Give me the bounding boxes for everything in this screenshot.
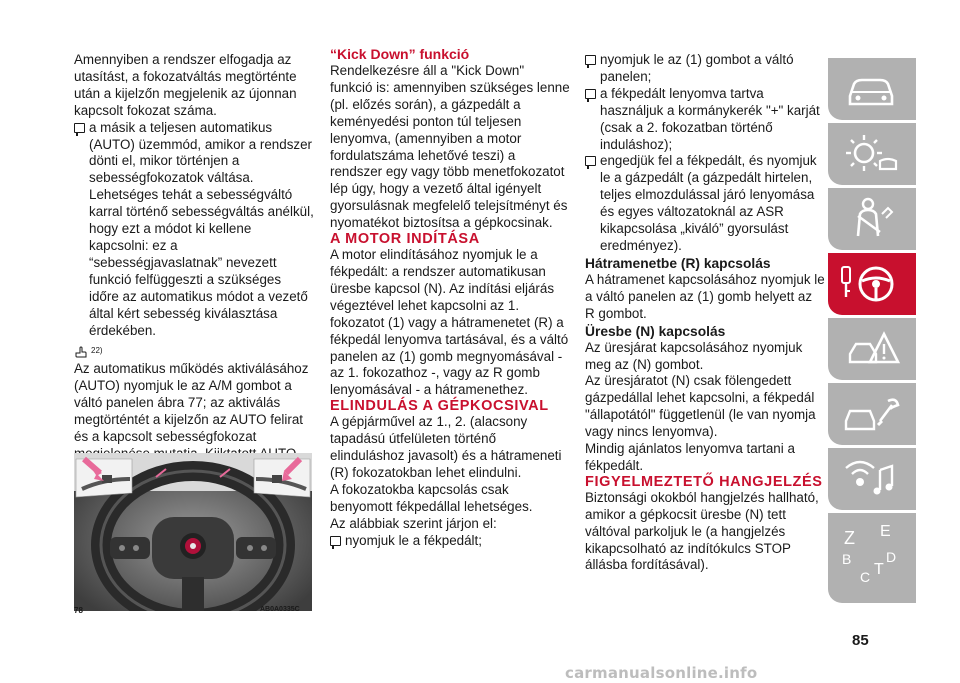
media-signal-icon bbox=[840, 456, 902, 502]
index-letter: B bbox=[842, 551, 852, 567]
list-item bbox=[330, 533, 570, 550]
section-heading-motor-inditasa: A MOTOR INDÍTÁSA bbox=[330, 231, 480, 248]
tab-safety[interactable] bbox=[828, 188, 916, 250]
note-number: 22) bbox=[91, 345, 103, 355]
seatbelt-icon bbox=[840, 196, 902, 242]
index-letter: E bbox=[880, 523, 891, 540]
hand-pointer-icon bbox=[74, 345, 88, 359]
index-letter: C bbox=[860, 569, 871, 585]
list-item bbox=[585, 52, 825, 86]
section-heading-elindulas: ELINDULÁS A GÉPKOCSIVAL bbox=[330, 398, 549, 415]
list-item bbox=[585, 153, 825, 254]
bullet-icon bbox=[585, 89, 596, 99]
paragraph: A hátramenet kapcsolásához nyomjuk le a váltó panelen az (1) gomb helyett az R gombot. bbox=[585, 271, 825, 321]
bullet-icon bbox=[585, 156, 596, 166]
bullet-icon bbox=[330, 536, 341, 546]
list-item bbox=[74, 120, 314, 340]
list-item-text: engedjük fel a fékpedált, és nyomjuk le a gázpedált (a gázpedált hirtelen, teljes elmozdulással járó lenyomása és egyes változatoknál az ASR kikapcsolása „kiváló” gyorsulást eredményez). bbox=[600, 153, 817, 253]
paragraph: Az üresjáratot (N) csak fölengedett gázpedállal lehet kapcsolni, a fékpedál "állapotától" függetlenül (le van nyomja vagy nincs lenyomva). bbox=[585, 373, 816, 440]
page-number: 85 bbox=[852, 632, 869, 649]
paragraph: A fokozatokba kapcsolás csak benyomott fékpedállal lehetséges. bbox=[330, 481, 533, 514]
car-wrench-icon bbox=[840, 391, 902, 437]
index-letter: Z bbox=[844, 528, 855, 548]
sun-icon bbox=[840, 131, 902, 177]
index-letter: T bbox=[874, 561, 884, 578]
paragraph: Amennyiben a rendszer elfogadja az utasítást, a fokozatváltás megtörténte után a kijelzőn megjelenik az újonnan kapcsolt fokozat száma. bbox=[74, 52, 297, 118]
list-item-text: a másik a teljesen automatikus (AUTO) üzemmód, amikor a rendszer dönti el, mikor történjen a sebességfokozatok váltása. Lehetséges tehát a sebességváltó karral történő sebességváltás anélkül, hogy ezt a módot ki kellene kapcsolni: ez a “sebességjavaslatnak” nevezett funkció felfüggeszti a szükséges időre az automatikus módot a vezető által kért sebesség kiválasztása érdekében. bbox=[89, 119, 314, 338]
note-reference[interactable] bbox=[74, 341, 314, 359]
tab-multimedia[interactable] bbox=[828, 448, 916, 510]
paragraph: Mindig ajánlatos lenyomva tartani a fékpedált. bbox=[585, 441, 795, 473]
section-heading-kick-down: “Kick Down” funkció bbox=[330, 46, 470, 62]
list-item-text: nyomjuk le az (1) gombot a váltó panelen; bbox=[600, 52, 794, 84]
steering-wheel-key-icon bbox=[840, 261, 902, 307]
car-front-icon bbox=[840, 66, 902, 112]
steering-wheel-illustration bbox=[74, 453, 312, 611]
paragraph: Az alábbiak szerint járjon el: bbox=[330, 515, 497, 531]
list-item-text: a fékpedált lenyomva tartva használjuk a kormánykerék "+" karját (csak a 2. fokozatban történő induláshoz); bbox=[600, 85, 820, 152]
paragraph: Rendelkezésre áll a "Kick Down" funkció is: amennyiben szükséges lenne (pl. előzés során), a gázpedált a keményedési ponton túl teljesen lenyomva, (amennyiben a motor fordulatszáma lehetővé teszi) a rendszer egy vagy több menetfokozatot lép úgy, hogy a vezető által igényelt gyorsulásnak megfelelő telejsítményt és nyomatékot biztosítsa a gépkocsinak. bbox=[330, 63, 570, 231]
paragraph: Az automatikus működés aktiválásához (AUTO) nyomjuk le az A/M gombot a váltó panelen ábra 77; az aktiválás megtörténtét a kijelzőn az AUTO felirat és a kapcsolt sebességfokozat bbox=[74, 361, 309, 445]
figure-number: 78 bbox=[74, 606, 83, 615]
section-heading-hatramenet: Hátramenetbe (R) kapcsolás bbox=[585, 255, 771, 271]
alphabet-index-icon bbox=[840, 521, 902, 593]
tab-emergency[interactable] bbox=[828, 318, 916, 380]
footer-watermark[interactable]: carmanualsonline.info bbox=[565, 664, 758, 682]
bullet-icon bbox=[74, 123, 85, 133]
tab-maintenance[interactable] bbox=[828, 383, 916, 445]
paragraph: Biztonsági okokból hangjelzés hallható, amikor a gépkocsit üresbe (N) tett váltóval parkoljuk le (a hangjelzés kikapcsolható az indítókulcs STOP állásba fordításával). bbox=[585, 489, 819, 573]
figure-code: AB0A0335C bbox=[260, 606, 300, 613]
list-item bbox=[585, 86, 825, 154]
column-right bbox=[585, 52, 825, 574]
section-heading-figyelmezteto: FIGYELMEZTETŐ HANGJELZÉS bbox=[585, 473, 823, 490]
paragraph: A gépjárművel az 1., 2. (alacsony tapadású útfelületen történő elinduláshoz javasolt) és a hátrameneti (R) fokozatokban lehet elindulni. bbox=[330, 414, 562, 480]
tab-index[interactable] bbox=[828, 513, 916, 603]
paragraph: A motor elindításához nyomjuk le a fékpedált: a rendszer automatikusan üresbe kapcsol (N). Az indítási eljárás végeztével lehet kapcsolni az 1. fokozatot (1) vagy a hátramenetet (R) a fékpedál lenyomva tartásával, és a váltó panelen az (1) gomb megnyomásával - az 1. fokozathoz -, vagy az R gomb lenyomásával - a hátramenethez. bbox=[330, 247, 569, 398]
index-letter: D bbox=[886, 549, 897, 565]
list-item-text: nyomjuk le a fékpedált; bbox=[345, 532, 482, 548]
steering-wheel-figure bbox=[74, 453, 312, 611]
column-left bbox=[74, 52, 314, 497]
column-middle bbox=[330, 46, 570, 549]
bullet-icon bbox=[585, 55, 596, 65]
tab-lights[interactable] bbox=[828, 123, 916, 185]
section-heading-ures: Üresbe (N) kapcsolás bbox=[585, 323, 726, 339]
tab-starting-driving[interactable] bbox=[828, 253, 916, 315]
warning-triangle-icon bbox=[840, 326, 902, 372]
paragraph: Az üresjárat kapcsolásához nyomjuk meg az (N) gombot. bbox=[585, 339, 803, 372]
tab-dashboard[interactable] bbox=[828, 58, 916, 120]
